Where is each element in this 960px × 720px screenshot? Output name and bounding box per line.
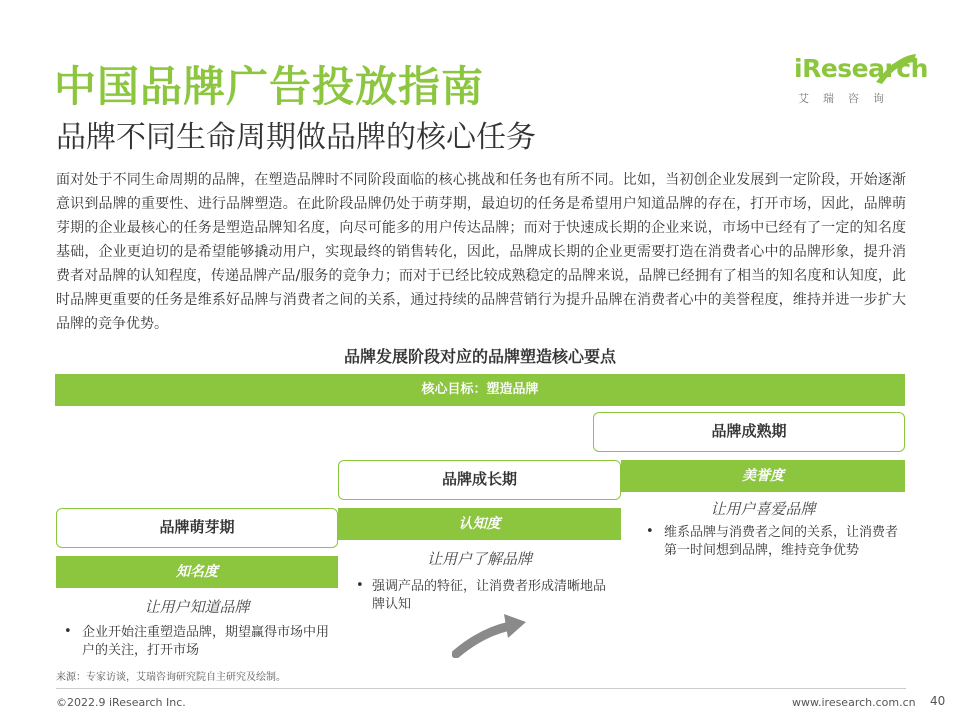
bullet-text-sprout: 企业开始注重塑造品牌，期望赢得市场中用户的关注，打开市场 [82, 625, 330, 658]
logo-chinese-name: 艾瑞咨询 [798, 92, 898, 105]
bullet-dot-sprout: • [64, 624, 72, 639]
stage-name-growth: 品牌成长期 [441, 470, 517, 488]
page-subtitle: 品牌不同生命周期做品牌的核心任务 [56, 120, 536, 155]
slogan-mature: 让用户喜爱品牌 [710, 500, 816, 518]
iresearch-logo [788, 52, 928, 108]
bullet-dot-growth: • [356, 578, 364, 593]
stage-box-sprout [56, 508, 338, 548]
stage-box-mature [593, 412, 905, 452]
footer-divider [56, 688, 906, 689]
bullet-dot-mature: • [646, 524, 654, 539]
bullet-text-mature: 维系品牌与消费者之间的关系，让消费者第一时间想到品牌，维持竞争优势 [664, 525, 899, 558]
growth-arrow-icon [452, 612, 532, 658]
logo-wordmark: iResearch [794, 54, 928, 83]
intro-paragraph: 面对处于不同生命周期的品牌，在塑造品牌时不同阶段面临的核心挑战和任务也有所不同。比如，当初创企业发展到一定阶段，开始逐渐意识到品牌的重要性、进行品牌塑造。在此阶段品牌仍处于萌芽期，最迫切的任务是希望用户知道品牌的存在，打开市场，因此，品牌萌芽期的企业最核心的任务是塑造品牌知名度，向尽可能多的用户传达品牌；而对于快速成长期的企业来说，市场中已经有了一定的知名度基础，企业更迫切的是希望能够撬动用户，实现最终的销售转化，因此，品牌成长期的企业更需要打造在消费者心中的品牌形象，提升消费者对品牌的认知程度，传递品牌产品/服务的竞争力；而对于已经比较成熟稳定的品牌来说，品牌已经拥有了相当的知名度和认知度，此时品牌更重要的任务是维系好品牌与消费者之间的关系，通过持续的品牌营销行为提升品牌在消费者心中的美誉程度，维持并进一步扩大品牌的竞争优势。 [56, 172, 906, 332]
bullet-text-growth: 强调产品的特征，让消费者形成清晰地品牌认知 [372, 579, 607, 612]
stage-box-growth [338, 460, 621, 500]
keyword-bar-cognition: 认知度 [338, 508, 621, 540]
slogan-growth: 让用户了解品牌 [426, 550, 532, 568]
page-title: 中国品牌广告投放指南 [54, 62, 485, 111]
slogan-sprout: 让用户知道品牌 [144, 598, 250, 616]
diagram-title: 品牌发展阶段对应的品牌塑造核心要点 [343, 347, 616, 366]
stage-name-sprout: 品牌萌芽期 [159, 518, 235, 536]
core-goal-bar: 核心目标：塑造品牌 [55, 374, 905, 406]
copyright: ©2022.9 iResearch Inc. [56, 696, 186, 709]
keyword-bar-reputation: 美誉度 [621, 460, 905, 492]
stage-name-mature: 品牌成熟期 [711, 422, 787, 440]
source-note: 来源：专家访谈，艾瑞咨询研究院自主研究及绘制。 [56, 672, 286, 683]
keyword-bar-awareness: 知名度 [56, 556, 338, 588]
page-number: 40 [930, 694, 946, 708]
website-link[interactable]: www.iresearch.com.cn [792, 696, 916, 709]
